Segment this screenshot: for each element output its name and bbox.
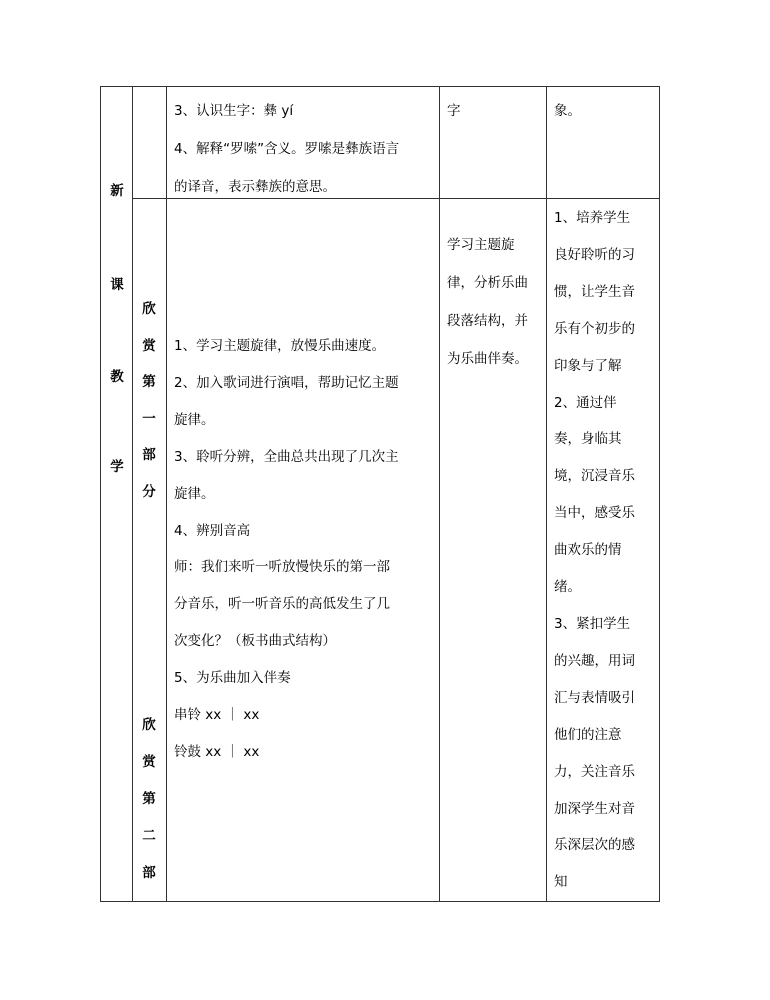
intent-line: 惯，让学生音 xyxy=(554,283,635,300)
row1-content xyxy=(174,92,436,206)
col-divider-3 xyxy=(439,87,440,901)
part-one-char: 部 xyxy=(142,447,156,463)
content-line: 旋律。 xyxy=(174,411,215,428)
part-two-char: 赏 xyxy=(142,754,156,770)
part-one-char: 分 xyxy=(142,483,156,500)
part-one-char: 欣 xyxy=(142,301,156,317)
part-two-label xyxy=(133,707,165,892)
part-two-char: 第 xyxy=(142,791,156,807)
part-two-char: 部 xyxy=(142,865,156,881)
section-char: 教 xyxy=(110,369,124,385)
intent-line: 知 xyxy=(554,874,568,891)
intent-line: 汇与表情吸引 xyxy=(554,689,635,706)
content-line: 串铃 xx ｜ xx xyxy=(174,707,260,724)
intent-line: 当中，感受乐 xyxy=(554,505,635,522)
student-line: 律，分析乐曲 xyxy=(447,275,528,291)
row1-student xyxy=(447,92,461,130)
section-char: 课 xyxy=(110,277,124,293)
content-line: 3、聆听分辨，全曲总共出现了几次主 xyxy=(174,448,399,465)
content-line: 1、学习主题旋律，放慢乐曲速度。 xyxy=(174,338,386,354)
part-one-char: 一 xyxy=(142,410,156,427)
intent-line: 他们的注意 xyxy=(554,726,622,743)
intent-line: 良好聆听的习 xyxy=(554,246,635,263)
intent-line: 1、培养学生 xyxy=(554,210,631,226)
part-two-char: 欣 xyxy=(142,717,156,733)
row2-student xyxy=(447,226,528,378)
row2-intent xyxy=(554,200,635,901)
intent-line: 奏，身临其 xyxy=(554,431,622,448)
intent-line: 2、通过伴 xyxy=(554,394,617,411)
content-line: 师：我们来听一听放慢快乐的第一部 xyxy=(174,559,390,576)
intent-line: 3、紧扣学生 xyxy=(554,615,631,632)
content-line: 的译音，表示彝族的意思。 xyxy=(174,179,336,195)
col-divider-4 xyxy=(546,87,547,901)
row1-intent xyxy=(554,92,581,130)
student-line: 学习主题旋 xyxy=(447,237,515,253)
intent-line: 乐深层次的感 xyxy=(554,837,635,854)
part-one-label xyxy=(133,291,165,510)
col-divider-2 xyxy=(166,87,167,901)
part-one-char: 赏 xyxy=(142,337,156,354)
lesson-plan-table xyxy=(100,86,660,902)
section-label xyxy=(101,179,133,475)
content-line: 4、辨别音高 xyxy=(174,522,251,539)
part-one-char: 第 xyxy=(142,374,156,390)
intent-line: 印象与了解 xyxy=(554,357,622,374)
intent-line: 曲欢乐的情 xyxy=(554,542,622,559)
intent-line: 绪。 xyxy=(554,579,581,596)
content-line: 铃鼓 xx ｜ xx xyxy=(174,743,260,760)
content-line: 2、加入歌词进行演唱，帮助记忆主题 xyxy=(174,374,399,391)
student-text: 字 xyxy=(447,103,461,119)
content-line: 旋律。 xyxy=(174,485,215,502)
student-line: 为乐曲伴奏。 xyxy=(447,351,528,367)
intent-line: 加深学生对音 xyxy=(554,800,635,817)
section-char: 新 xyxy=(110,183,124,199)
intent-line: 的兴趣，用词 xyxy=(554,652,635,669)
intent-text: 象。 xyxy=(554,103,581,119)
content-line: 5、为乐曲加入伴奏 xyxy=(174,670,291,687)
intent-line: 境，沉浸音乐 xyxy=(554,468,635,485)
intent-line: 乐有个初步的 xyxy=(554,320,635,337)
intent-line: 力，关注音乐 xyxy=(554,763,635,780)
content-line: 分音乐，听一听音乐的高低发生了几 xyxy=(174,596,390,613)
section-char: 学 xyxy=(110,459,124,475)
part-two-char: 二 xyxy=(142,828,156,844)
content-line: 次变化？（板书曲式结构） xyxy=(174,633,336,650)
content-line: 3、认识生字：彝 yí xyxy=(174,103,294,119)
student-line: 段落结构，并 xyxy=(447,313,528,329)
content-line: 4、解释“罗嗦”含义。罗嗦是彝族语言 xyxy=(174,141,400,157)
row2-content xyxy=(174,328,436,771)
